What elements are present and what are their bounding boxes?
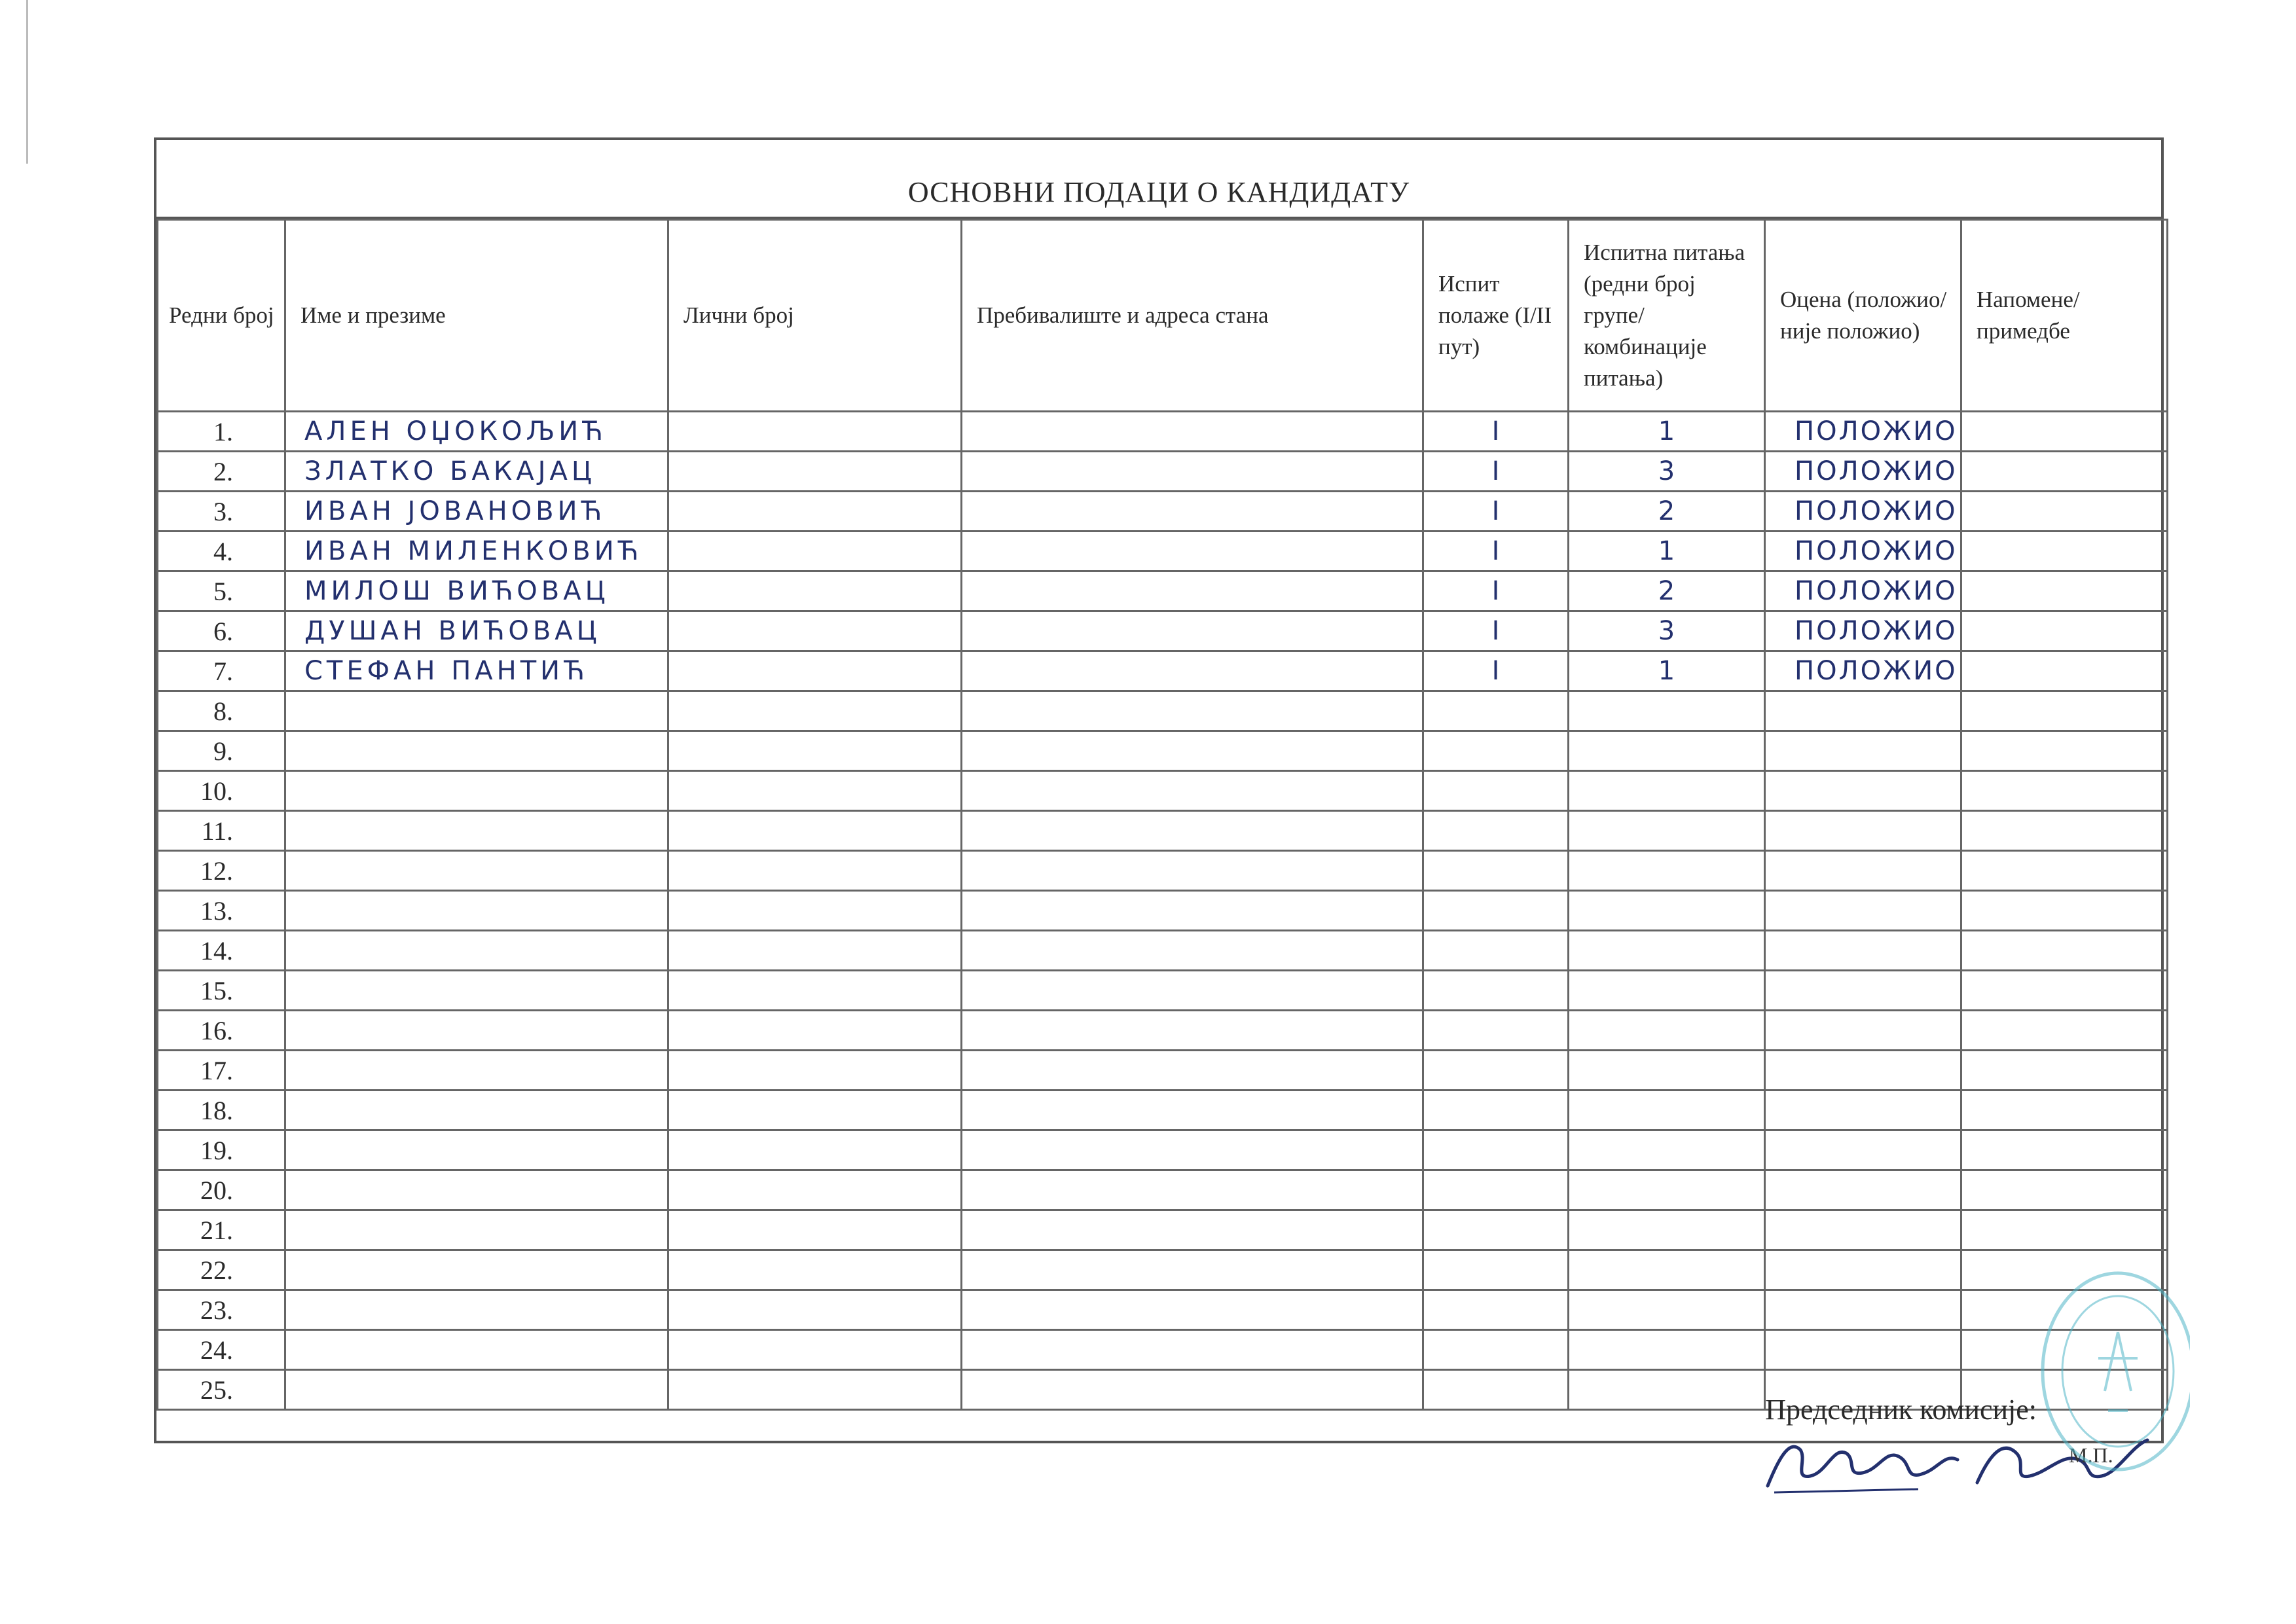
attempt-cell <box>1423 1250 1569 1290</box>
questions-cell <box>1569 931 1765 971</box>
personal-id-cell <box>668 532 962 571</box>
notes-cell <box>1961 971 2168 1011</box>
address-cell <box>962 811 1423 851</box>
notes-cell <box>1961 811 2168 851</box>
address-cell <box>962 1210 1423 1250</box>
row-number: 23. <box>158 1290 285 1330</box>
grade-cell <box>1765 971 1961 1011</box>
grade-cell <box>1765 851 1961 891</box>
grade-cell <box>1765 1330 1961 1370</box>
address-cell <box>962 731 1423 771</box>
grade-cell <box>1765 691 1961 731</box>
personal-id-cell <box>668 931 962 971</box>
attempt-cell: I <box>1423 452 1569 492</box>
notes-cell <box>1961 452 2168 492</box>
candidate-table <box>156 219 2168 1411</box>
attempt-cell: I <box>1423 571 1569 611</box>
personal-id-cell <box>668 1051 962 1091</box>
candidate-name <box>285 931 668 971</box>
notes-cell <box>1961 1170 2168 1210</box>
personal-id-cell <box>668 452 962 492</box>
notes-cell <box>1961 851 2168 891</box>
grade-cell: ПОЛОЖИО <box>1765 571 1961 611</box>
questions-cell <box>1569 1290 1765 1330</box>
address-cell <box>962 1051 1423 1091</box>
personal-id-cell <box>668 1130 962 1170</box>
row-number: 19. <box>158 1130 285 1170</box>
personal-id-cell <box>668 611 962 651</box>
grade-cell <box>1765 811 1961 851</box>
address-cell <box>962 971 1423 1011</box>
row-number: 24. <box>158 1330 285 1370</box>
candidate-name <box>285 811 668 851</box>
row-number: 5. <box>158 571 285 611</box>
attempt-cell: I <box>1423 532 1569 571</box>
candidate-name <box>285 1330 668 1370</box>
grade-cell <box>1765 1170 1961 1210</box>
attempt-cell <box>1423 1210 1569 1250</box>
questions-cell: 3 <box>1569 611 1765 651</box>
candidate-name: МИЛОШ ВИЋОВАЦ <box>285 571 668 611</box>
table-row <box>158 651 2168 691</box>
row-number: 22. <box>158 1250 285 1290</box>
grade-cell <box>1765 1250 1961 1290</box>
row-number: 1. <box>158 412 285 452</box>
candidate-name <box>285 1091 668 1130</box>
candidate-name <box>285 691 668 731</box>
table-row <box>158 771 2168 811</box>
questions-cell <box>1569 1130 1765 1170</box>
notes-cell <box>1961 771 2168 811</box>
grade-cell: ПОЛОЖИО <box>1765 651 1961 691</box>
address-cell <box>962 1330 1423 1370</box>
personal-id-cell <box>668 771 962 811</box>
address-cell <box>962 532 1423 571</box>
table-row <box>158 931 2168 971</box>
address-cell <box>962 1290 1423 1330</box>
row-number: 17. <box>158 1051 285 1091</box>
candidate-name: СТЕФАН ПАНТИЋ <box>285 651 668 691</box>
grade-cell <box>1765 1130 1961 1170</box>
table-row <box>158 811 2168 851</box>
row-number: 16. <box>158 1011 285 1051</box>
attempt-cell <box>1423 891 1569 931</box>
row-number: 11. <box>158 811 285 851</box>
questions-cell <box>1569 971 1765 1011</box>
col-header-attempt: Испит полаже (I/II пут) <box>1423 220 1569 412</box>
table-row <box>158 691 2168 731</box>
grade-cell: ПОЛОЖИО <box>1765 611 1961 651</box>
personal-id-cell <box>668 571 962 611</box>
personal-id-cell <box>668 1290 962 1330</box>
grade-cell: ПОЛОЖИО <box>1765 492 1961 532</box>
row-number: 25. <box>158 1370 285 1410</box>
grade-cell <box>1765 731 1961 771</box>
table-row <box>158 1330 2168 1370</box>
attempt-cell <box>1423 771 1569 811</box>
row-number: 6. <box>158 611 285 651</box>
personal-id-cell <box>668 1210 962 1250</box>
candidate-name: ИВАН МИЛЕНКОВИЋ <box>285 532 668 571</box>
address-cell <box>962 1250 1423 1290</box>
table-row <box>158 1170 2168 1210</box>
address-cell <box>962 1091 1423 1130</box>
address-cell <box>962 851 1423 891</box>
header-row <box>158 220 2168 412</box>
candidate-name <box>285 971 668 1011</box>
table-row <box>158 1051 2168 1091</box>
grade-cell <box>1765 771 1961 811</box>
table-row <box>158 452 2168 492</box>
table-row <box>158 971 2168 1011</box>
address-cell <box>962 1370 1423 1410</box>
table-row <box>158 412 2168 452</box>
row-number: 4. <box>158 532 285 571</box>
col-header-grade: Оцена (положио/ није положио) <box>1765 220 1961 412</box>
notes-cell <box>1961 691 2168 731</box>
notes-cell <box>1961 1210 2168 1250</box>
row-number: 10. <box>158 771 285 811</box>
table-row <box>158 571 2168 611</box>
questions-cell: 3 <box>1569 452 1765 492</box>
personal-id-cell <box>668 651 962 691</box>
commission-chair-label: Председник комисије: <box>1765 1394 2037 1426</box>
table-row <box>158 1290 2168 1330</box>
personal-id-cell <box>668 1370 962 1410</box>
notes-cell <box>1961 891 2168 931</box>
questions-cell: 1 <box>1569 651 1765 691</box>
grade-cell: ПОЛОЖИО <box>1765 532 1961 571</box>
personal-id-cell <box>668 1330 962 1370</box>
questions-cell <box>1569 731 1765 771</box>
address-cell <box>962 771 1423 811</box>
address-cell <box>962 651 1423 691</box>
grade-cell <box>1765 1051 1961 1091</box>
address-cell <box>962 1130 1423 1170</box>
personal-id-cell <box>668 412 962 452</box>
notes-cell <box>1961 571 2168 611</box>
notes-cell <box>1961 492 2168 532</box>
address-cell <box>962 492 1423 532</box>
address-cell <box>962 412 1423 452</box>
personal-id-cell <box>668 891 962 931</box>
grade-cell <box>1765 1011 1961 1051</box>
row-number: 13. <box>158 891 285 931</box>
address-cell <box>962 931 1423 971</box>
grade-cell <box>1765 931 1961 971</box>
attempt-cell: I <box>1423 492 1569 532</box>
candidate-name <box>285 1210 668 1250</box>
personal-id-cell <box>668 1011 962 1051</box>
table-row <box>158 731 2168 771</box>
row-number: 18. <box>158 1091 285 1130</box>
table-row <box>158 891 2168 931</box>
row-number: 7. <box>158 651 285 691</box>
attempt-cell <box>1423 1091 1569 1130</box>
address-cell <box>962 1011 1423 1051</box>
address-cell <box>962 891 1423 931</box>
attempt-cell <box>1423 1330 1569 1370</box>
table-row <box>158 611 2168 651</box>
address-cell <box>962 452 1423 492</box>
row-number: 12. <box>158 851 285 891</box>
personal-id-cell <box>668 811 962 851</box>
questions-cell <box>1569 1051 1765 1091</box>
candidate-name <box>285 1130 668 1170</box>
questions-cell <box>1569 851 1765 891</box>
address-cell <box>962 1170 1423 1210</box>
questions-cell <box>1569 1170 1765 1210</box>
col-header-personal-id: Лични број <box>668 220 962 412</box>
row-number: 3. <box>158 492 285 532</box>
attempt-cell <box>1423 851 1569 891</box>
row-number: 21. <box>158 1210 285 1250</box>
address-cell <box>962 571 1423 611</box>
address-cell <box>962 691 1423 731</box>
table-row <box>158 851 2168 891</box>
candidate-name: ДУШАН ВИЋОВАЦ <box>285 611 668 651</box>
row-number: 15. <box>158 971 285 1011</box>
col-header-name: Име и презиме <box>285 220 668 412</box>
candidate-name: ИВАН ЈОВАНОВИЋ <box>285 492 668 532</box>
attempt-cell <box>1423 1290 1569 1330</box>
table-row <box>158 1210 2168 1250</box>
table-row <box>158 532 2168 571</box>
grade-cell <box>1765 1290 1961 1330</box>
col-header-number: Редни број <box>158 220 285 412</box>
grade-cell <box>1765 1210 1961 1250</box>
notes-cell <box>1961 1051 2168 1091</box>
candidate-name <box>285 1051 668 1091</box>
grade-cell: ПОЛОЖИО <box>1765 452 1961 492</box>
attempt-cell <box>1423 731 1569 771</box>
table-row <box>158 1130 2168 1170</box>
attempt-cell: I <box>1423 651 1569 691</box>
candidate-name <box>285 771 668 811</box>
notes-cell <box>1961 651 2168 691</box>
grade-cell <box>1765 1091 1961 1130</box>
personal-id-cell <box>668 492 962 532</box>
attempt-cell <box>1423 811 1569 851</box>
table-row <box>158 1091 2168 1130</box>
personal-id-cell <box>668 1250 962 1290</box>
table-row <box>158 1011 2168 1051</box>
questions-cell <box>1569 1011 1765 1051</box>
candidate-form <box>154 137 2164 1443</box>
questions-cell: 2 <box>1569 492 1765 532</box>
candidate-name <box>285 851 668 891</box>
table-row <box>158 492 2168 532</box>
attempt-cell <box>1423 971 1569 1011</box>
attempt-cell: I <box>1423 412 1569 452</box>
row-number: 2. <box>158 452 285 492</box>
questions-cell: 1 <box>1569 532 1765 571</box>
notes-cell <box>1961 1011 2168 1051</box>
col-header-questions: Испитна питања (редни број групе/ комбинације питања) <box>1569 220 1765 412</box>
table-body <box>158 412 2168 1410</box>
questions-cell <box>1569 1250 1765 1290</box>
questions-cell <box>1569 891 1765 931</box>
notes-cell <box>1961 412 2168 452</box>
row-number: 20. <box>158 1170 285 1210</box>
candidate-name <box>285 1370 668 1410</box>
row-number: 9. <box>158 731 285 771</box>
personal-id-cell <box>668 1170 962 1210</box>
personal-id-cell <box>668 971 962 1011</box>
questions-cell: 2 <box>1569 571 1765 611</box>
questions-cell <box>1569 1370 1765 1410</box>
personal-id-cell <box>668 1091 962 1130</box>
candidate-name <box>285 1290 668 1330</box>
questions-cell <box>1569 1091 1765 1130</box>
notes-cell <box>1961 931 2168 971</box>
col-header-notes: Напомене/ примедбе <box>1961 220 2168 412</box>
grade-cell <box>1765 891 1961 931</box>
notes-cell <box>1961 1130 2168 1170</box>
questions-cell <box>1569 1330 1765 1370</box>
candidate-name <box>285 1170 668 1210</box>
attempt-cell <box>1423 1370 1569 1410</box>
form-title: ОСНОВНИ ПОДАЦИ О КАНДИДАТУ <box>156 140 2161 219</box>
candidate-name: ЗЛАТКО БАКАЈАЦ <box>285 452 668 492</box>
candidate-name <box>285 1011 668 1051</box>
attempt-cell: I <box>1423 611 1569 651</box>
candidate-name <box>285 891 668 931</box>
personal-id-cell <box>668 851 962 891</box>
notes-cell <box>1961 1091 2168 1130</box>
candidate-name: АЛЕН ОЏОКОЉИЋ <box>285 412 668 452</box>
official-stamp <box>2020 1260 2190 1483</box>
attempt-cell <box>1423 1011 1569 1051</box>
questions-cell <box>1569 1210 1765 1250</box>
candidate-name <box>285 731 668 771</box>
row-number: 14. <box>158 931 285 971</box>
col-header-address: Пребивалиште и адреса стана <box>962 220 1423 412</box>
questions-cell <box>1569 691 1765 731</box>
attempt-cell <box>1423 1051 1569 1091</box>
questions-cell: 1 <box>1569 412 1765 452</box>
address-cell <box>962 611 1423 651</box>
attempt-cell <box>1423 1130 1569 1170</box>
personal-id-cell <box>668 691 962 731</box>
notes-cell <box>1961 532 2168 571</box>
notes-cell <box>1961 611 2168 651</box>
grade-cell: ПОЛОЖИО <box>1765 412 1961 452</box>
seal-label: М.П. <box>2069 1443 2113 1467</box>
personal-id-cell <box>668 731 962 771</box>
attempt-cell <box>1423 691 1569 731</box>
attempt-cell <box>1423 931 1569 971</box>
questions-cell <box>1569 811 1765 851</box>
scan-edge <box>26 0 28 164</box>
questions-cell <box>1569 771 1765 811</box>
row-number: 8. <box>158 691 285 731</box>
candidate-name <box>285 1250 668 1290</box>
notes-cell <box>1961 731 2168 771</box>
table-row <box>158 1250 2168 1290</box>
attempt-cell <box>1423 1170 1569 1210</box>
